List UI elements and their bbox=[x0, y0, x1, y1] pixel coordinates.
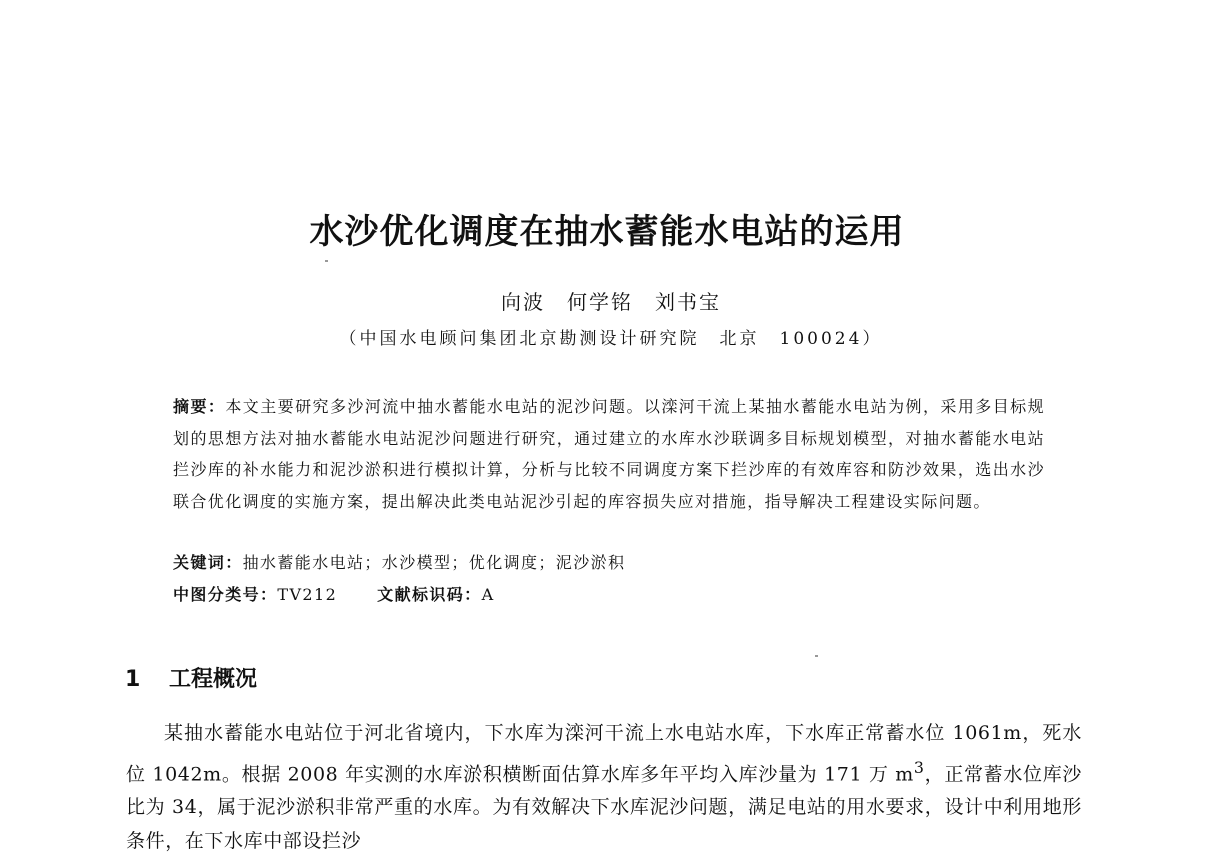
doc-code-label: 文献标识码： bbox=[377, 585, 482, 604]
clc-value: TV212 bbox=[277, 585, 338, 604]
classification-line bbox=[173, 582, 495, 605]
abstract-label: 摘要： bbox=[173, 397, 226, 416]
clc-label: 中图分类号： bbox=[173, 585, 278, 604]
section-title: 工程概况 bbox=[169, 667, 258, 692]
paper-title: 水沙优化调度在抽水蓄能水电站的运用 bbox=[309, 212, 905, 252]
author-list: 向波 何学铭 刘书宝 bbox=[501, 290, 721, 314]
keywords-text: 抽水蓄能水电站；水沙模型；优化调度；泥沙淤积 bbox=[242, 553, 626, 572]
doc-code-value: A bbox=[481, 585, 495, 604]
section-heading bbox=[125, 662, 257, 693]
section-number: 1 bbox=[125, 667, 141, 692]
affiliation: （中国水电顾问集团北京勘测设计研究院 北京 100024） bbox=[339, 329, 883, 349]
keywords bbox=[173, 550, 625, 573]
section-paragraph bbox=[126, 717, 1082, 858]
paragraph-text-part1: 某抽水蓄能水电站位于河北省境内，下水库为滦河干流上水电站水库，下水库正常蓄水位 1061m，死水位 1042m。根据 2008 年实测的水库淤积横断面估算水库多年平均入库沙量为 171 万 m bbox=[126, 722, 1082, 785]
scan-speck bbox=[325, 260, 328, 262]
paragraph-text-part2: ，正常蓄水位库沙比为 34，属于泥沙淤积非常严重的水库。为有效解决下水库泥沙问题，满足电站的用水要求，设计中利用地形条件，在下水库中部设拦沙 bbox=[126, 762, 1082, 852]
scan-speck bbox=[815, 655, 818, 657]
abstract bbox=[173, 391, 1045, 517]
keywords-label: 关键词： bbox=[173, 553, 243, 572]
abstract-text: 本文主要研究多沙河流中抽水蓄能水电站的泥沙问题。以滦河干流上某抽水蓄能水电站为例，采用多目标规划的思想方法对抽水蓄能水电站泥沙问题进行研究，通过建立的水库水沙联调多目标规划模型，对抽水蓄能水电站拦沙库的补水能力和泥沙淤积进行模拟计算，分析与比较不同调度方案下拦沙库的有效库容和防沙效果，选出水沙联合优化调度的实施方案，提出解决此类电站泥沙引起的库容损失应对措施，指导解决工程建设实际问题。 bbox=[173, 397, 1045, 511]
superscript-cubed: 3 bbox=[913, 757, 925, 777]
